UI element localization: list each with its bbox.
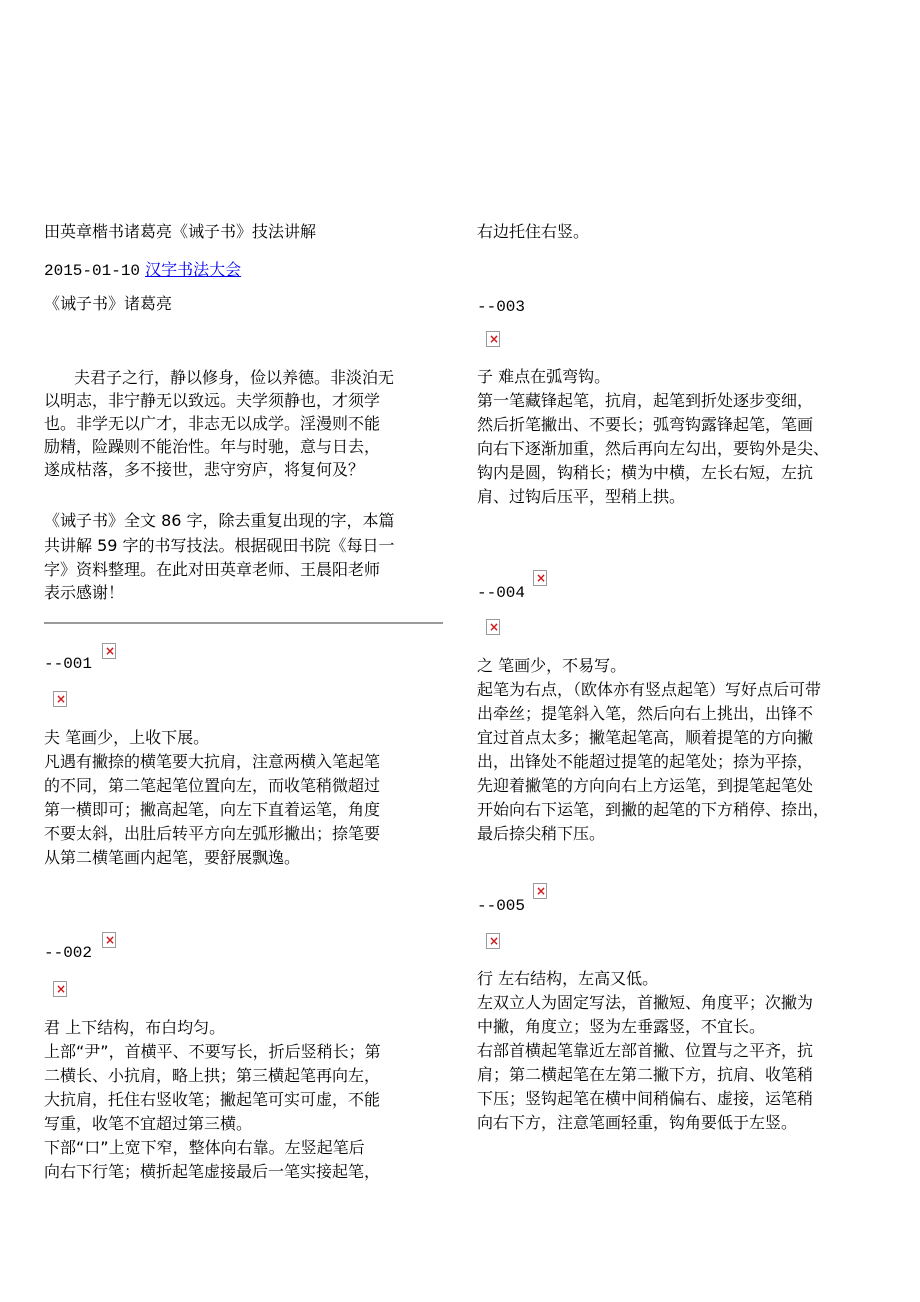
section-label-004: --004	[477, 584, 526, 602]
section-body-line: 向右下行笔；横折起笔虚接最后一笔实接起笔，	[44, 1162, 381, 1181]
section-body-line: 的不同，第二笔起笔位置向左，而收笔稍微超过	[44, 776, 381, 795]
broken-image-icon	[102, 643, 116, 659]
broken-image-icon	[486, 933, 500, 949]
section-heading-002: 君 上下结构，布白均匀。	[44, 1018, 226, 1037]
section-body-line: 下部“口”上宽下窄，整体向右靠。左竖起笔后	[44, 1138, 365, 1157]
section-heading-003: 子 难点在弧弯钩。	[477, 367, 611, 386]
broken-image-icon	[102, 932, 116, 948]
intro-line: 字》资料整理。在此对田英章老师、王晨阳老师	[44, 560, 381, 579]
section-body-line: 中撇，角度立；竖为左垂露竖，不宜长。	[477, 1017, 766, 1036]
section-body-line: 凡遇有撇捺的横笔要大抗肩，注意两横入笔起笔	[44, 752, 381, 771]
section-body-line: 左双立人为固定写法，首撇短、角度平；次撇为	[477, 993, 814, 1012]
section-body-line: 不要太斜，出肚后转平方向左弧形撇出；捺笔要	[44, 824, 381, 843]
passage-line: 夫君子之行，静以修身，俭以养德。非淡泊无	[74, 368, 395, 387]
intro-line: 共讲解 59 字的书写技法。根据砚田书院《每日一	[44, 536, 395, 555]
section-body-line: 第一横即可；撇高起笔，向左下直着运笔，角度	[44, 800, 381, 819]
document-title: 田英章楷书诸葛亮《诫子书》技法讲解	[44, 222, 317, 241]
section-label-003: --003	[477, 298, 526, 316]
section-body-line: 肩、过钩后压平，型稍上拱。	[477, 487, 686, 506]
broken-image-icon	[53, 981, 67, 997]
section-label-002: --002	[44, 944, 93, 962]
section-heading-001: 夫 笔画少，上收下展。	[44, 728, 210, 747]
continuation-text: 右边托住右竖。	[477, 222, 590, 241]
passage-line: 以明志，非宁静无以致远。夫学须静也，才须学	[44, 391, 381, 410]
post-date: 2015-01-10	[44, 262, 141, 280]
passage-line: 励精，险躁则不能治性。年与时驰，意与日去，	[44, 437, 381, 456]
section-body-line: 宜过首点太多；撇笔起笔高，顺着提笔的方向撇	[477, 728, 814, 747]
section-body-line: 向右下方，注意笔画轻重，钩角要低于左竖。	[477, 1113, 798, 1132]
section-body-line: 上部“尹”，首横平、不要写长，折后竖稍长；第	[44, 1042, 381, 1061]
horizontal-divider	[44, 622, 443, 624]
intro-line: 《诫子书》全文 86 字，除去重复出现的字，本篇	[44, 511, 395, 530]
broken-image-icon	[486, 619, 500, 635]
section-body-line: 大抗肩，托住右竖收笔；撇起笔可实可虚，不能	[44, 1090, 381, 1109]
section-heading-004: 之 笔画少，不易写。	[477, 656, 627, 675]
section-body-line: 出牵丝；提笔斜入笔，然后向右上挑出，出锋不	[477, 704, 814, 723]
section-body-line: 最后捺尖稍下压。	[477, 824, 606, 843]
passage-line: 遂成枯落，多不接世，悲守穷庐，将复何及？	[44, 460, 365, 479]
broken-image-icon	[53, 691, 67, 707]
section-body-line: 右部首横起笔靠近左部首撇、位置与之平齐，抗	[477, 1041, 814, 1060]
passage-line: 也。非学无以广才，非志无以成学。淫漫则不能	[44, 414, 381, 433]
section-body-line: 先迎着撇笔的方向向右上方运笔，到提笔起笔处	[477, 776, 814, 795]
broken-image-icon	[533, 883, 547, 899]
section-body-line: 二横长、小抗肩，略上拱；第三横起笔再向左，	[44, 1066, 381, 1085]
section-heading-005: 行 左右结构，左高又低。	[477, 969, 659, 988]
post-meta	[44, 259, 241, 282]
section-label-001: --001	[44, 655, 93, 673]
section-body-line: 出，出锋处不能超过提笔的起笔处；捺为平捺，	[477, 752, 814, 771]
section-body-line: 第一笔藏锋起笔，抗肩，起笔到折处逐步变细，	[477, 391, 814, 410]
section-body-line: 然后折笔撇出、不要长；弧弯钩露锋起笔，笔画	[477, 415, 814, 434]
section-body-line: 肩；第二横起笔在左第二撇下方，抗肩、收笔稍	[477, 1065, 814, 1084]
broken-image-icon	[533, 570, 547, 586]
section-body-line: 写重，收笔不宜超过第三横。	[44, 1114, 253, 1133]
section-body-line: 从第二横笔画内起笔，要舒展飘逸。	[44, 848, 301, 867]
intro-line: 表示感谢！	[44, 583, 125, 602]
broken-image-icon	[486, 331, 500, 347]
source-link[interactable]: 汉字书法大会	[145, 260, 242, 279]
section-label-005: --005	[477, 897, 526, 915]
subtitle: 《诫子书》诸葛亮	[44, 294, 173, 313]
section-body-line: 钩内是圆，钩稍长；横为中横，左长右短，左抗	[477, 463, 814, 482]
section-body-line: 向右下逐渐加重，然后再向左勾出，要钩外是尖、	[477, 439, 830, 458]
section-body-line: 起笔为右点，（欧体亦有竖点起笔）写好点后可带	[477, 680, 822, 699]
section-body-line: 下压；竖钩起笔在横中间稍偏右、虚接，运笔稍	[477, 1089, 814, 1108]
section-body-line: 开始向右下运笔，到撇的起笔的下方稍停、捺出，	[477, 800, 830, 819]
